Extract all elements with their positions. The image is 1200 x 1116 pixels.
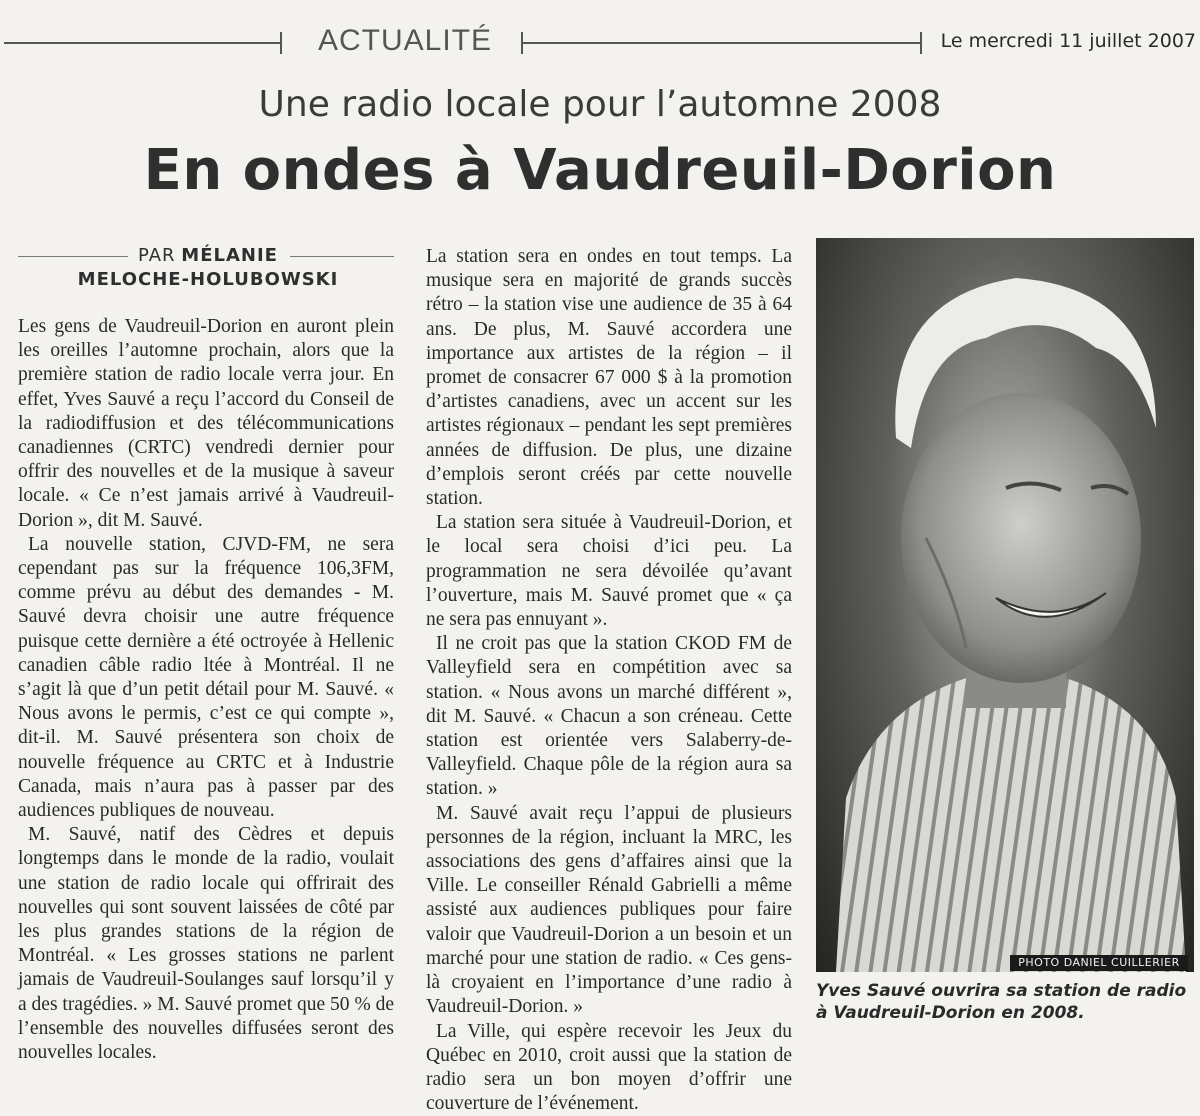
paragraph: M. Sauvé, natif des Cèdres et depuis longtemps dans le monde de la radio, voulait une station de radio locale qui offrirait des nouvelles qui sont souvent laissées de côté par les plus grandes stations de la région de Montréal. « Les grosses stations ne parlent jamais de Vaudreuil-Soulanges sauf lorsqu’il y a des tragédies. » M. Sauvé promet que 50 % de l’ensemble des nouvelles diffusées seront des nouvelles locales. — [18, 823, 394, 1065]
section-label: ACTUALITÉ — [300, 24, 510, 58]
byline-prefix: PAR — [138, 245, 176, 266]
article-column-1 — [18, 315, 394, 1065]
paragraph: La station sera située à Vaudreuil-Dorion, et le local sera choisi d’ici peu. La programmation ne sera dévoilée qu’avant l’ouverture, mais M. Sauvé promet que « ça ne sera pas ennuyant ». — [426, 511, 792, 632]
paragraph: M. Sauvé avait reçu l’appui de plusieurs personnes de la région, incluant la MRC, les associations des gens d’affaires ainsi que la Ville. Le conseiller Rénald Gabrielli a même assisté aux audiences publiques pour faire valoir que Vaudreuil-Dorion a un besoin et un marché pour une station de radio. « Ces gens-là croyaient en l’importance d’une radio à Vaudreuil-Dorion. » — [426, 802, 792, 1020]
portrait-photo — [816, 238, 1194, 972]
header-rule-right — [522, 42, 922, 44]
header-rule-left — [4, 42, 282, 44]
issue-date: Le mercredi 11 juillet 2007 — [934, 30, 1196, 52]
article-headline: En ondes à Vaudreuil-Dorion — [0, 138, 1200, 203]
article-kicker: Une radio locale pour l’automne 2008 — [0, 84, 1200, 125]
paragraph: Les gens de Vaudreuil-Dorion en auront plein les oreilles l’automne prochain, alors que la première station de radio locale verra jour. En effet, Yves Sauvé a reçu l’accord du Conseil de la radiodiffusion et des télécommunications canadiennes (CRTC) vendredi dernier pour offrir des nouvelles et de la musique à saveur locale. « Ce n’est jamais arrivé à Vaudreuil-Dorion », dit M. Sauvé. — [18, 315, 394, 533]
paragraph: La nouvelle station, CJVD-FM, ne sera cependant pas sur la fréquence 106,3FM, comme prévu au début des demandes - M. Sauvé devra choisir une autre fréquence puisque cette dernière a été octroyée à Hellenic canadien câble radio ltée à Montréal. Il ne s’agit là que d’un petit détail pour M. Sauvé. « Nous avons le permis, c’est ce qui compte », dit-il. M. Sauvé présentera son choix de nouvelle fréquence au CRTC et à Industrie Canada, mais n’aura pas à passer par des audiences publiques de nouveau. — [18, 533, 394, 823]
header-rule-cap — [280, 32, 282, 54]
byline-last-name: MELOCHE-HOLUBOWSKI — [18, 268, 398, 292]
photo-credit: PHOTO DANIEL CUILLERIER — [1010, 955, 1188, 971]
article-column-2 — [426, 245, 792, 1116]
byline-first-name: MÉLANIE — [181, 245, 278, 266]
paragraph: Il ne croit pas que la station CKOD FM de Valleyfield sera en compétition avec sa station. « Nous avons un marché différent », dit M. Sauvé. « Chacun a son créneau. Cette station est orientée vers Salaberry-de-Valleyfield. Chaque pôle de la région aura sa station. » — [426, 632, 792, 801]
paragraph: La station sera en ondes en tout temps. La musique sera en majorité de grands succès rétro – la station vise une audience de 35 à 64 ans. De plus, M. Sauvé accordera une importance aux artistes de la région – il promet de consacrer 67 000 $ à la promotion d’artistes canadiens, avec un accent sur les artistes régionaux – pendant les sept premières années de diffusion. De plus, une dizaine d’emplois seront créés par cette nouvelle station. — [426, 245, 792, 511]
header-rule-cap — [920, 32, 922, 54]
portrait-illustration — [816, 238, 1194, 972]
byline — [18, 244, 398, 292]
photo-caption: Yves Sauvé ouvrira sa station de radio à Vaudreuil-Dorion en 2008. — [816, 980, 1196, 1024]
page-header — [0, 24, 1200, 62]
paragraph: La Ville, qui espère recevoir les Jeux du Québec en 2010, croit aussi que la station de radio sera un bon moyen d’offrir une couverture de l’événement. — [426, 1020, 792, 1116]
